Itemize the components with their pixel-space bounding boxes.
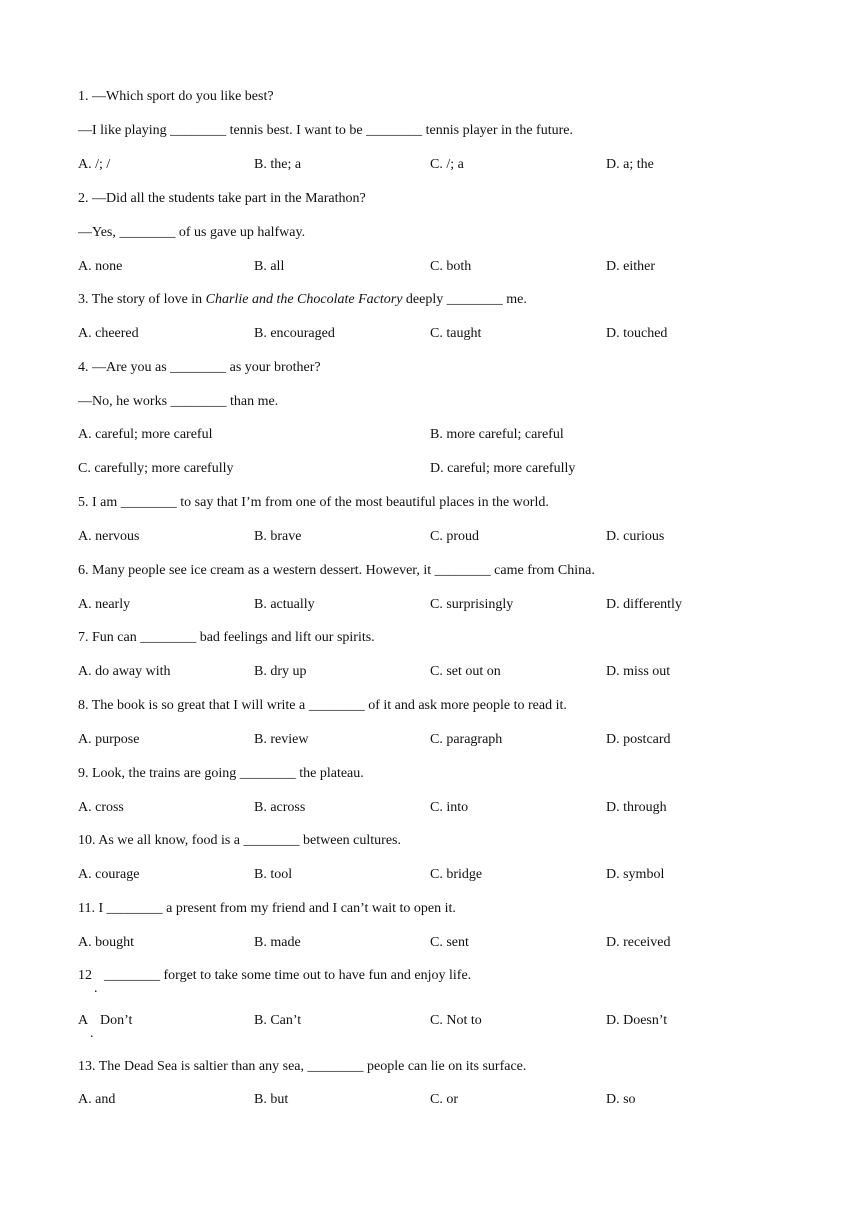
question-3-stem [78,291,527,309]
question-10-option-c: C. bridge [430,867,483,882]
question-3-option-d: D. touched [606,326,668,341]
question-3-stem-prefix: 3. The story of love in [78,292,206,307]
question-2-option-d: D. either [606,259,655,274]
question-11-option-a: A. bought [78,935,134,950]
question-11-option-c: C. sent [430,935,469,950]
question-13-option-c: C. or [430,1092,458,1107]
question-2-stem-line-2: —Yes, ________ of us gave up halfway. [78,225,306,240]
question-12-option-d: D. Doesn’t [606,1013,668,1028]
question-10-stem: 10. As we all know, food is a ________ between cultures. [78,833,401,848]
question-6-option-a: A. nearly [78,597,131,612]
question-10-option-a: A. courage [78,867,140,882]
question-4-stem-line-2: —No, he works ________ than me. [78,394,279,409]
question-6-stem: 6. Many people see ice cream as a western dessert. However, it ________ came from China. [78,563,595,578]
question-3-option-c: C. taught [430,326,482,341]
question-4-option-a: A. careful; more careful [78,427,213,442]
question-1-option-c: C. /; a [430,157,464,172]
question-12-option-a: Don’t [100,1013,133,1028]
question-7-stem: 7. Fun can ________ bad feelings and lift our spirits. [78,630,375,645]
question-11-stem: 11. I ________ a present from my friend and I can’t wait to open it. [78,901,456,916]
question-12-stem: ________ forget to take some time out to have fun and enjoy life. [104,968,472,983]
question-10-option-b: B. tool [254,867,293,882]
question-9-option-b: B. across [254,800,306,815]
question-9-option-d: D. through [606,800,667,815]
question-3-option-b: B. encouraged [254,326,335,341]
question-3-book-title: Charlie and the Chocolate Factory [205,292,403,307]
question-8-option-b: B. review [254,732,309,747]
question-1-stem-line-2: —I like playing ________ tennis best. I want to be ________ tennis player in the future. [78,123,573,138]
question-1-option-b: B. the; a [254,157,302,172]
question-2-option-b: B. all [254,259,285,274]
question-5-option-b: B. brave [254,529,302,544]
question-11-option-d: D. received [606,935,671,950]
question-2-option-c: C. both [430,259,472,274]
question-13-option-b: B. but [254,1092,289,1107]
question-11-option-b: B. made [254,935,301,950]
question-12-number: 12 [78,968,92,983]
question-12-option-a-letter: A [78,1013,89,1028]
question-4-option-b: B. more careful; careful [430,427,564,442]
question-7-option-c: C. set out on [430,664,501,679]
question-6-option-d: D. differently [606,597,682,612]
question-12-option-b: B. Can’t [254,1013,302,1028]
question-12-option-c: C. Not to [430,1013,482,1028]
question-2-option-a: A. none [78,259,123,274]
question-5-option-a: A. nervous [78,529,140,544]
question-1-option-d: D. a; the [606,157,654,172]
question-3-stem-suffix: deeply ________ me. [402,292,527,307]
question-6-option-b: B. actually [254,597,315,612]
question-9-option-c: C. into [430,800,469,815]
question-3-option-a: A. cheered [78,326,139,341]
question-12-option-a-dot: . [90,1026,94,1041]
question-9-option-a: A. cross [78,800,124,815]
question-5-option-d: D. curious [606,529,665,544]
question-7-option-b: B. dry up [254,664,307,679]
question-4-option-d: D. careful; more carefully [430,461,576,476]
question-7-option-d: D. miss out [606,664,671,679]
question-5-stem: 5. I am ________ to say that I’m from one of the most beautiful places in the world. [78,495,549,510]
question-6-option-c: C. surprisingly [430,597,514,612]
question-1-stem-line-1: 1. —Which sport do you like best? [78,89,274,104]
question-5-option-c: C. proud [430,529,479,544]
question-4-stem-line-1: 4. —Are you as ________ as your brother? [78,360,321,375]
question-8-stem: 8. The book is so great that I will write a ________ of it and ask more people to read it. [78,698,567,713]
question-10-option-d: D. symbol [606,867,665,882]
question-12-number-dot: . [94,981,98,996]
question-1-option-a: A. /; / [78,157,111,172]
question-8-option-d: D. postcard [606,732,671,747]
question-2-stem-line-1: 2. —Did all the students take part in the Marathon? [78,191,366,206]
question-8-option-c: C. paragraph [430,732,503,747]
question-8-option-a: A. purpose [78,732,140,747]
question-4-option-c: C. carefully; more carefully [78,461,234,476]
question-13-option-d: D. so [606,1092,636,1107]
question-7-option-a: A. do away with [78,664,171,679]
question-13-stem: 13. The Dead Sea is saltier than any sea, ________ people can lie on its surface. [78,1059,527,1074]
question-9-stem: 9. Look, the trains are going ________ the plateau. [78,766,364,781]
question-13-option-a: A. and [78,1092,116,1107]
